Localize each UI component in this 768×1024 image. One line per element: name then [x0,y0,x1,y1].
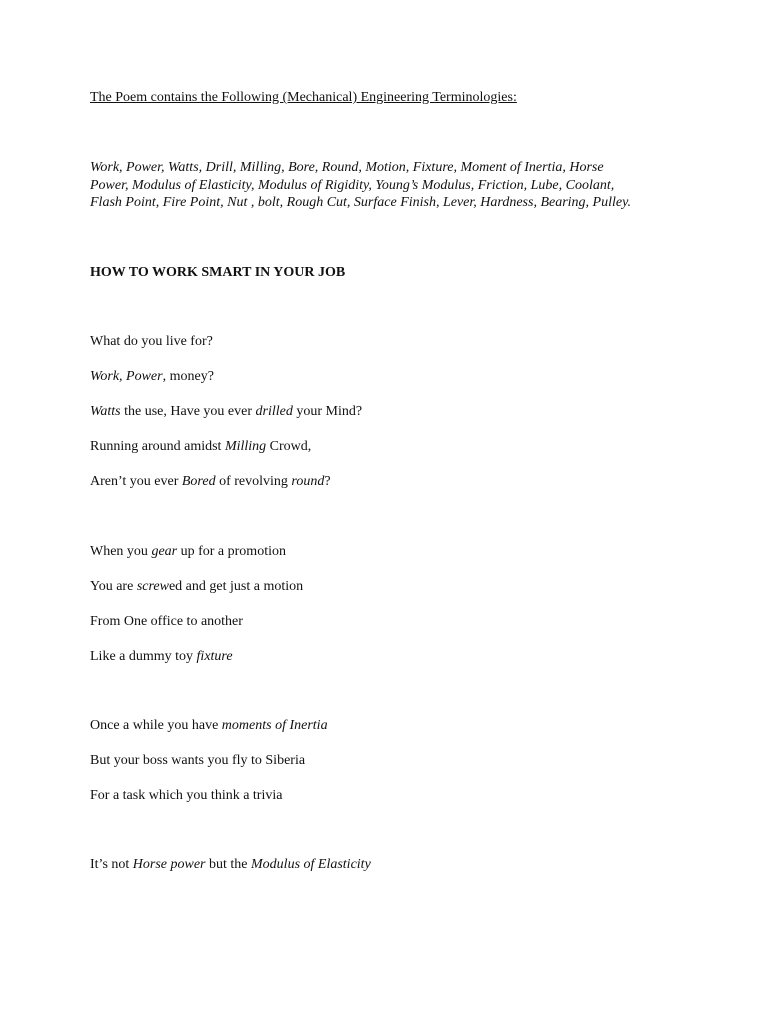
poem-term: screw [136,579,169,594]
poem-line [90,857,371,873]
poem-line [90,753,305,769]
poem-line [90,788,282,804]
poem-line [90,404,362,420]
terminology-list [90,159,690,212]
poem-line [90,334,213,350]
poem-text: Aren’t you ever [90,474,182,489]
poem-line [90,579,303,595]
poem-line [90,369,214,385]
poem-text: your Mind? [292,404,363,419]
poem-text: Crowd, [266,439,312,454]
poem-term: Modulus of Elasticity [251,857,371,872]
poem-term: Milling [224,439,267,454]
poem-line [90,544,286,560]
poem-text: up for a promotion [177,544,286,559]
poem-line [90,649,233,665]
poem-text: Once a while you have [90,718,222,733]
poem-text: , money? [162,369,214,384]
poem-term: round [291,474,325,489]
poem-text: ? [324,474,331,489]
poem-text: of revolving [215,474,292,489]
poem-line [90,718,328,734]
terminology-line: Power, Modulus of Elasticity, Modulus of Rigidity, Young’s Modulus, Friction, Lube, Coolant, [90,177,615,193]
poem-text: ed and get just a motion [168,579,304,594]
poem-term: Work, Power [90,369,163,384]
poem-text: But your boss wants you fly to Siberia [90,753,306,768]
poem-line [90,474,331,490]
poem-text: Running around amidst [90,439,225,454]
terminology-line: Work, Power, Watts, Drill, Milling, Bore, Round, Motion, Fixture, Moment of Inertia, Horse [90,160,604,175]
terminology-heading: The Poem contains the Following (Mechanical) Engineering Terminologies: [90,90,517,105]
poem-text: You are [90,579,137,594]
poem-title: HOW TO WORK SMART IN YOUR JOB [90,265,346,280]
poem-text: From One office to another [90,614,243,629]
poem-text: When you [90,544,152,559]
poem-term: drilled [255,404,293,419]
poem-term: Bored [181,474,216,489]
poem-term: Watts [90,404,121,419]
poem-text: What do you live for? [90,334,213,349]
poem-text: For a task which you think a trivia [90,788,283,803]
poem-line [90,614,243,630]
poem-text: but the [205,857,252,872]
poem-term: fixture [196,649,233,664]
poem-term: Horse power [132,857,206,872]
poem-term: moments of Inertia [221,718,328,733]
terminology-line: Flash Point, Fire Point, Nut , bolt, Rough Cut, Surface Finish, Lever, Hardness, Bearing, Pulley. [90,195,632,210]
poem-text: the use, Have you ever [120,404,256,419]
poem-line [90,439,311,455]
poem-text: It’s not [90,857,133,872]
poem-term: gear [151,544,178,559]
poem-text: Like a dummy toy [90,649,197,664]
